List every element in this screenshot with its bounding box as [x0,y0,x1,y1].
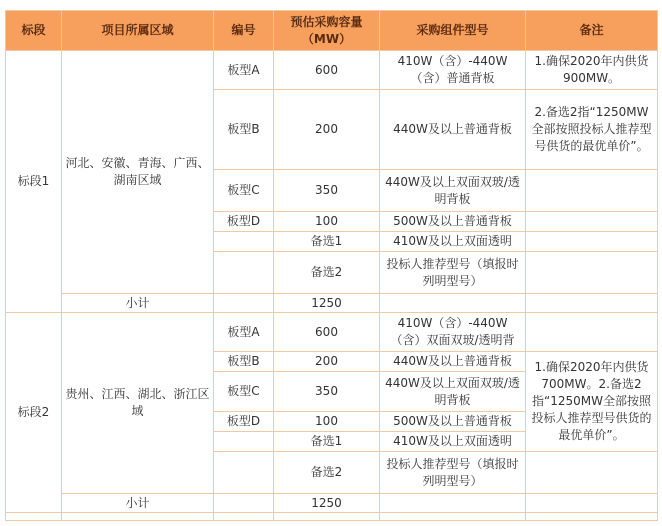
model-cell: 410W（含）-440W（含）双面双玻/透明背 [380,313,526,352]
code-cell [214,452,274,494]
region-cell: 河北、安徽、青海、广西、湖南区域 [62,51,214,294]
model-cell: 440W及以上普通背板 [380,352,526,372]
cut-off-row [6,513,658,521]
subtotal-empty [380,494,526,513]
code-cell: 板型C [214,372,274,412]
model-cell: 410W及以上双面透明 [380,432,526,452]
capacity-cell: 备选2 [274,252,380,294]
model-cell: 410W及以上双面透明 [380,232,526,252]
subtotal-empty [526,294,658,313]
note-cell: 1.确保2020年内供货700MW。2.备选2指“1250MW全部按照投标人推荐型号供货的最优单价”。 [526,352,658,452]
note-cell-empty [526,452,658,494]
subtotal-row [6,294,658,313]
model-cell: 440W及以上普通背板 [380,90,526,170]
header-code: 编号 [214,11,274,51]
note-cell-empty [526,232,658,252]
header-region: 项目所属区域 [62,11,214,51]
code-cell: 板型B [214,352,274,372]
capacity-cell: 350 [274,372,380,412]
code-cell: 板型A [214,51,274,90]
subtotal-value: 1250 [274,494,380,513]
note-cell-empty [526,313,658,352]
code-cell [214,232,274,252]
procurement-table [5,10,658,521]
capacity-cell: 备选2 [274,452,380,494]
header-note: 备注 [526,11,658,51]
capacity-cell: 200 [274,90,380,170]
table-row [6,51,658,90]
subtotal-row [6,494,658,513]
header-model: 采购组件型号 [380,11,526,51]
capacity-cell: 350 [274,170,380,212]
capacity-cell: 备选1 [274,232,380,252]
capacity-cell: 100 [274,412,380,432]
capacity-cell: 200 [274,352,380,372]
model-cell: 500W及以上普通背板 [380,212,526,232]
code-cell: 板型D [214,412,274,432]
note-cell: 1.确保2020年内供货900MW。 [526,51,658,90]
subtotal-empty [526,494,658,513]
model-cell: 410W（含）-440W（含）普通背板 [380,51,526,90]
code-cell: 板型A [214,313,274,352]
subtotal-empty [214,294,274,313]
code-cell [214,252,274,294]
header-lot: 标段 [6,11,62,51]
model-cell: 投标人推荐型号（填报时列明型号） [380,452,526,494]
capacity-cell: 600 [274,51,380,90]
note-cell-empty [526,252,658,294]
code-cell: 板型D [214,212,274,232]
code-cell: 板型B [214,90,274,170]
lot-cell: 标段1 [6,51,62,313]
model-cell: 500W及以上普通背板 [380,412,526,432]
capacity-cell: 100 [274,212,380,232]
subtotal-empty [214,494,274,513]
code-cell [214,432,274,452]
note-cell-empty [526,212,658,232]
capacity-cell: 600 [274,313,380,352]
subtotal-empty [380,294,526,313]
header-capacity: 预估采购容量（MW） [274,11,380,51]
model-cell: 440W及以上双面双玻/透明背板 [380,170,526,212]
header-row [6,11,658,51]
lot-cell: 标段2 [6,313,62,513]
table-row [6,313,658,352]
code-cell: 板型C [214,170,274,212]
model-cell: 投标人推荐型号（填报时列明型号） [380,252,526,294]
model-cell: 440W及以上双面双玻/透明背板 [380,372,526,412]
note-cell-empty [526,170,658,212]
subtotal-label: 小计 [62,494,214,513]
subtotal-label: 小计 [62,294,214,313]
capacity-cell: 备选1 [274,432,380,452]
subtotal-value: 1250 [274,294,380,313]
region-cell: 贵州、江西、湖北、浙江区域 [62,313,214,494]
note-cell: 2.备选2指“1250MW全部按照投标人推荐型号供货的最优单价”。 [526,90,658,170]
